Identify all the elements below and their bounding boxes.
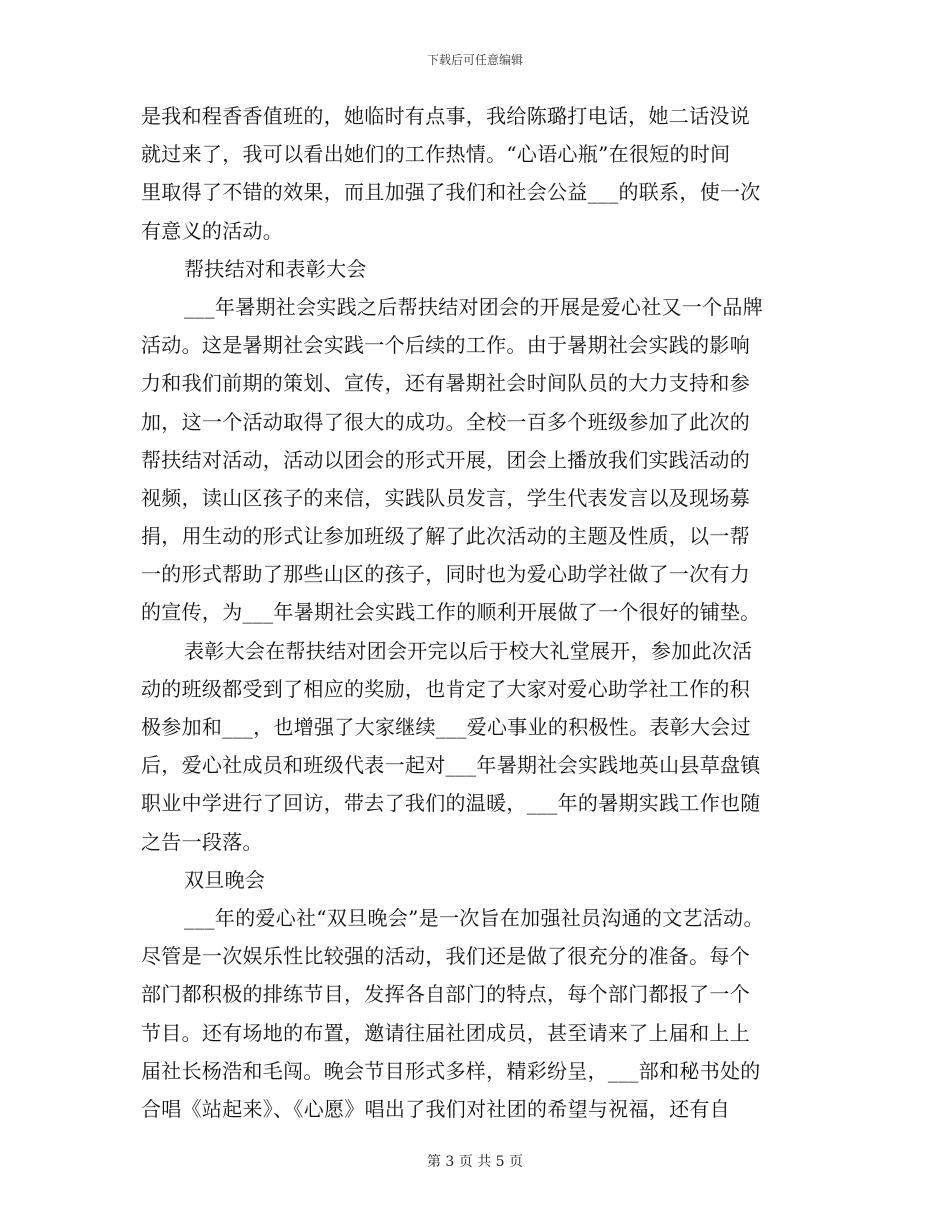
text-line: 届社长杨浩和毛闯。晚会节目形式多样，精彩纷呈，___部和秘书处的 — [141, 1058, 761, 1083]
document-body — [141, 97, 811, 1128]
text-line: 尽管是一次娱乐性比较强的活动，我们还是做了很充分的准备。每个 — [141, 944, 750, 969]
text-line: 加，这一个活动取得了很大的成功。全校一百多个班级参加了此次的 — [141, 409, 750, 434]
text-line: 合唱《站起来》、《心愿》唱出了我们对社团的希望与祝福，还有自 — [141, 1096, 730, 1121]
text-line: 表彰大会在帮扶结对团会开完以后于校大礼堂展开，参加此次活 — [184, 638, 753, 663]
text-line: 节目。还有场地的布置，邀请往届社团成员，甚至请来了上届和上上 — [141, 1020, 750, 1045]
text-line: 捐，用生动的形式让参加班级了解了此次活动的主题及性质，以一帮 — [141, 524, 750, 549]
text-line: 帮扶结对活动，活动以团会的形式开展，团会上播放我们实践活动的 — [141, 447, 750, 472]
text-line: 帮扶结对和表彰大会 — [184, 256, 367, 281]
text-line: 后，爱心社成员和班级代表一起对___年暑期社会实践地英山县草盘镇 — [141, 753, 761, 778]
text-line: 部门都积极的排练节目，发挥各自部门的特点，每个部门都报了一个 — [141, 982, 750, 1007]
text-line: 动的班级都受到了相应的奖励，也肯定了大家对爱心助学社工作的积 — [141, 676, 750, 701]
text-line: 是我和程香香值班的，她临时有点事，我给陈璐打电话，她二话没说 — [141, 104, 750, 128]
text-line: 活动。这是暑期社会实践一个后续的工作。由于暑期社会实践的影响 — [141, 333, 750, 358]
text-line: 双旦晚会 — [184, 867, 266, 892]
text-line: 有意义的活动。 — [141, 218, 284, 243]
text-line: 一的形式帮助了那些山区的孩子，同时也为爱心助学社做了一次有力 — [141, 562, 750, 587]
text-line: 极参加和___，也增强了大家继续___爱心事业的积极性。表彰大会过 — [141, 715, 751, 739]
text-line: 视频，读山区孩子的来信，实践队员发言，学生代表发言以及现场募 — [141, 485, 750, 510]
text-line: 里取得了不错的效果，而且加强了我们和社会公益___的联系，使一次 — [141, 180, 761, 205]
page-number-footer: 第 3 页 共 5 页 — [426, 1154, 524, 1170]
text-line: ___年的爱心社“双旦晚会”是一次旨在加强社员沟通的文艺活动。 — [184, 905, 764, 930]
page-header: 下载后可任意编辑 — [426, 53, 523, 67]
text-line: 职业中学进行了回访，带去了我们的温暖，___年的暑期实践工作也随 — [141, 791, 761, 816]
text-line: 就过来了，我可以看出她们的工作热情。“心语心瓶”在很短的时间 — [141, 142, 731, 167]
text-line: 之告一段落。 — [141, 829, 263, 854]
text-line: 力和我们前期的策划、宣传，还有暑期社会时间队员的大力支持和参 — [141, 371, 750, 396]
text-line: 的宣传，为___年暑期社会实践工作的顺利开展做了一个很好的铺垫。 — [141, 600, 761, 625]
text-line: ___年暑期社会实践之后帮扶结对团会的开展是爱心社又一个品牌 — [184, 294, 763, 319]
